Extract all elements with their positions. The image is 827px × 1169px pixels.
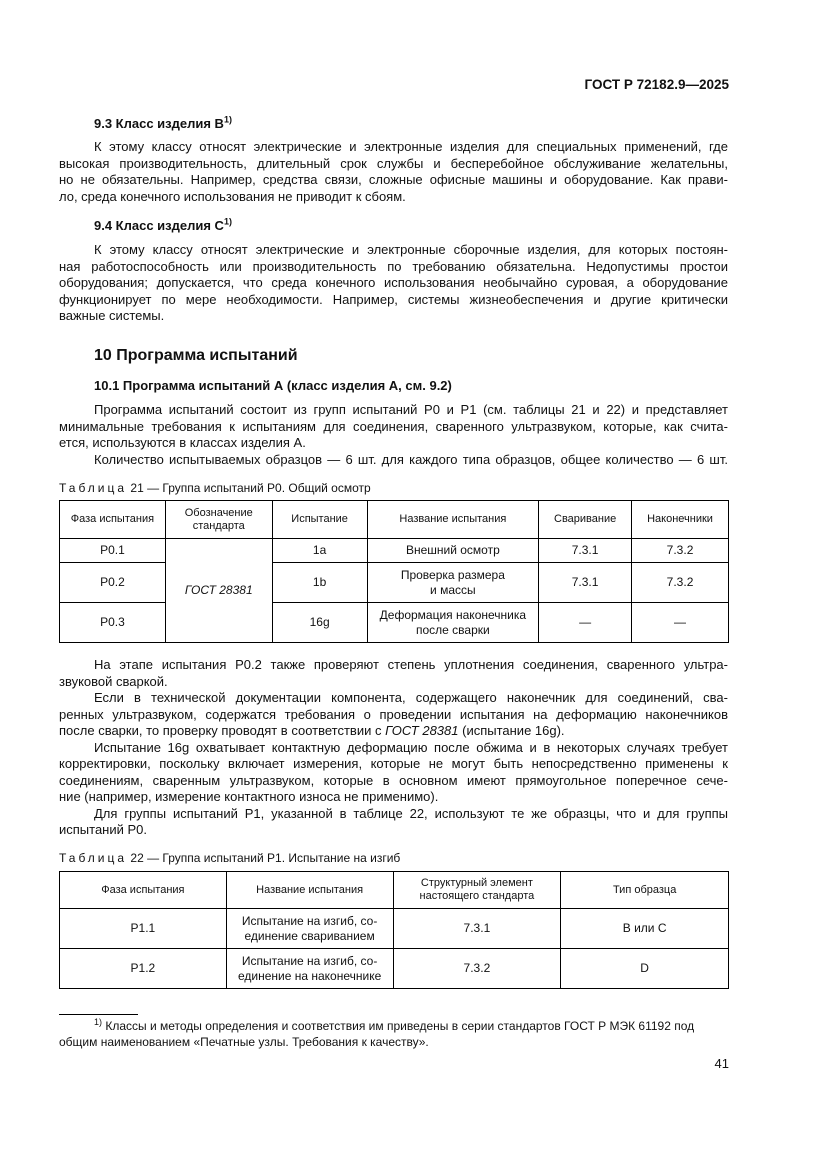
- column-header: Обозначение стандарта: [165, 501, 272, 539]
- text-line: К этому классу относят электрические и электронные изделия для специальных применений, где: [94, 139, 728, 154]
- text-line: Количество испытываемых образцов — 6 шт. для каждого типа образцов, общее количество — 6 шт.: [94, 451, 728, 467]
- table-row: [60, 909, 729, 949]
- text-line: высокая производительность, длительный срок службы и бесперебойное обслуживание желательны,: [59, 155, 728, 171]
- text-line: ная работоспособность или производительность по требованию обязательна. Недопустимы простои: [59, 258, 728, 274]
- text-line: [59, 723, 728, 740]
- footnote-separator: [59, 1014, 138, 1015]
- table-row: [60, 603, 729, 643]
- section-9-3-heading: [94, 116, 232, 131]
- text-fragment: после сварки, то проверку проводят в соответствии с: [59, 723, 386, 738]
- text-line: важные системы.: [59, 308, 165, 323]
- phase-cell: Р1.2: [60, 949, 227, 989]
- section-9-3-text: [59, 139, 728, 205]
- text-fragment: (испытание 16g).: [458, 723, 565, 738]
- page-number: 41: [714, 1056, 729, 1071]
- name-cell: Проверка размера и массы: [367, 563, 539, 603]
- phase-cell: Р1.1: [60, 909, 227, 949]
- standard-designation: ГОСТ Р 72182.9—2025: [584, 77, 729, 92]
- test-cell: 1а: [272, 539, 367, 563]
- text-line: ние (например, измерение контактного износа не применимо).: [59, 789, 439, 804]
- text-line: соединениям, сваренным ультразвуком, которые в основном имеют прямоугольное поперечное сече-: [59, 772, 728, 788]
- weld-cell: 7.3.1: [539, 563, 632, 603]
- standard-cell: ГОСТ 28381: [165, 539, 272, 643]
- table-row: [60, 563, 729, 603]
- text-line: но не обязательны. Например, средства связи, сложные офисные машины и оборудование. Как прави-: [59, 172, 728, 187]
- table-row: [60, 949, 729, 989]
- text-line: К этому классу относят электрические и электронные сборочные изделия, для которых постоян-: [94, 242, 728, 257]
- text-line: функционирует по мере необходимости. Например, системы жизнеобеспечения и другие критически: [59, 291, 728, 307]
- element-cell: 7.3.2: [393, 949, 561, 989]
- section-9-4-text: [59, 242, 728, 325]
- text-line: минимальные требования к испытаниям для соединения, сваренного ультразвуком, которые, как счита-: [59, 418, 728, 434]
- text-line: ло, среда конечного использования не приводит к сбоям.: [59, 188, 406, 204]
- column-header: Фаза испытания: [60, 872, 227, 909]
- table-22-caption: [59, 851, 400, 865]
- weld-cell: 7.3.1: [539, 539, 632, 563]
- type-cell: В или С: [561, 909, 729, 949]
- text-line: оборудования; допускается, что среда конечного использования необычайно суровая, а оборудование: [59, 275, 728, 290]
- phase-cell: Р0.2: [60, 563, 166, 603]
- text-line: корректировки, поскольку включает измерения, которые не могут быть непосредственно применены к: [59, 756, 728, 771]
- footnote-ref: 1): [223, 114, 232, 125]
- footnote-ref: 1): [223, 216, 232, 227]
- column-header: Сваривание: [539, 501, 632, 539]
- text-line: звуковой сваркой.: [59, 673, 168, 689]
- table-row: [60, 539, 729, 563]
- column-header: Структурный элемент настоящего стандарта: [393, 872, 561, 909]
- footnote-mark: 1): [94, 1017, 103, 1027]
- footnote: [94, 1018, 729, 1034]
- column-header: Наконечники: [632, 501, 729, 539]
- section-10-1-heading: 10.1 Программа испытаний А (класс изделия А, см. 9.2): [94, 378, 452, 393]
- table-22: [59, 871, 729, 989]
- name-cell: Внешний осмотр: [367, 539, 539, 563]
- type-cell: D: [561, 949, 729, 989]
- table-word: Таблица: [59, 851, 128, 865]
- text-line: Программа испытаний состоит из групп испытаний Р0 и Р1 (см. таблицы 21 и 22) и представляет: [94, 402, 728, 417]
- footnote-line: Классы и методы определения и соответствия им приведены в серии стандартов ГОСТ Р МЭК 61192 под: [102, 1019, 695, 1033]
- post-table-21-text: [59, 657, 728, 839]
- name-cell: Деформация наконечника после сварки: [367, 603, 539, 643]
- footnote-line: общим наименованием «Печатные узлы. Требования к качеству».: [59, 1035, 429, 1049]
- table-word: Таблица: [59, 481, 128, 495]
- text-line: Если в технической документации компонента, содержащего наконечник для соединений, сва-: [94, 690, 728, 705]
- phase-cell: Р0.3: [60, 603, 166, 643]
- column-header: Испытание: [272, 501, 367, 539]
- standard-reference: ГОСТ 28381: [385, 723, 459, 738]
- text-line: Испытание 16g охватывает контактную деформацию после обжима и в некоторых случаях требует: [94, 739, 728, 755]
- weld-cell: —: [539, 603, 632, 643]
- section-9-4-title: 9.4 Класс изделия С: [94, 218, 224, 233]
- text-line: Для группы испытаний Р1, указанной в таблице 22, используют те же образцы, что и для группы: [94, 805, 728, 821]
- name-cell: Испытание на изгиб, со- единение на наконечнике: [226, 949, 393, 989]
- table-21-caption: [59, 481, 371, 495]
- column-header: Название испытания: [367, 501, 539, 539]
- section-10-1-text: [59, 402, 728, 468]
- phase-cell: Р0.1: [60, 539, 166, 563]
- text-line: На этапе испытания Р0.2 также проверяют степень уплотнения соединения, сваренного ультра-: [94, 657, 728, 672]
- element-cell: 7.3.1: [393, 909, 561, 949]
- text-line: ренных ультразвуком, содержатся требования о проведении испытания на деформацию наконечников: [59, 706, 728, 722]
- test-cell: 1b: [272, 563, 367, 603]
- name-cell: Испытание на изгиб, со- единение свариванием: [226, 909, 393, 949]
- test-cell: 16g: [272, 603, 367, 643]
- column-header: Название испытания: [226, 872, 393, 909]
- tip-cell: —: [632, 603, 729, 643]
- section-9-3-title: 9.3 Класс изделия В: [94, 116, 224, 131]
- table-21: [59, 500, 729, 643]
- table-21-title: 21 — Группа испытаний Р0. Общий осмотр: [130, 481, 371, 495]
- tip-cell: 7.3.2: [632, 539, 729, 563]
- section-9-4-heading: [94, 218, 232, 233]
- text-line: ется, используются в классах изделия А.: [59, 435, 306, 450]
- section-10-heading: 10 Программа испытаний: [94, 347, 298, 364]
- column-header: Фаза испытания: [60, 501, 166, 539]
- table-22-title: 22 — Группа испытаний Р1. Испытание на изгиб: [130, 851, 401, 865]
- column-header: Тип образца: [561, 872, 729, 909]
- text-line: испытаний Р0.: [59, 822, 148, 837]
- tip-cell: 7.3.2: [632, 563, 729, 603]
